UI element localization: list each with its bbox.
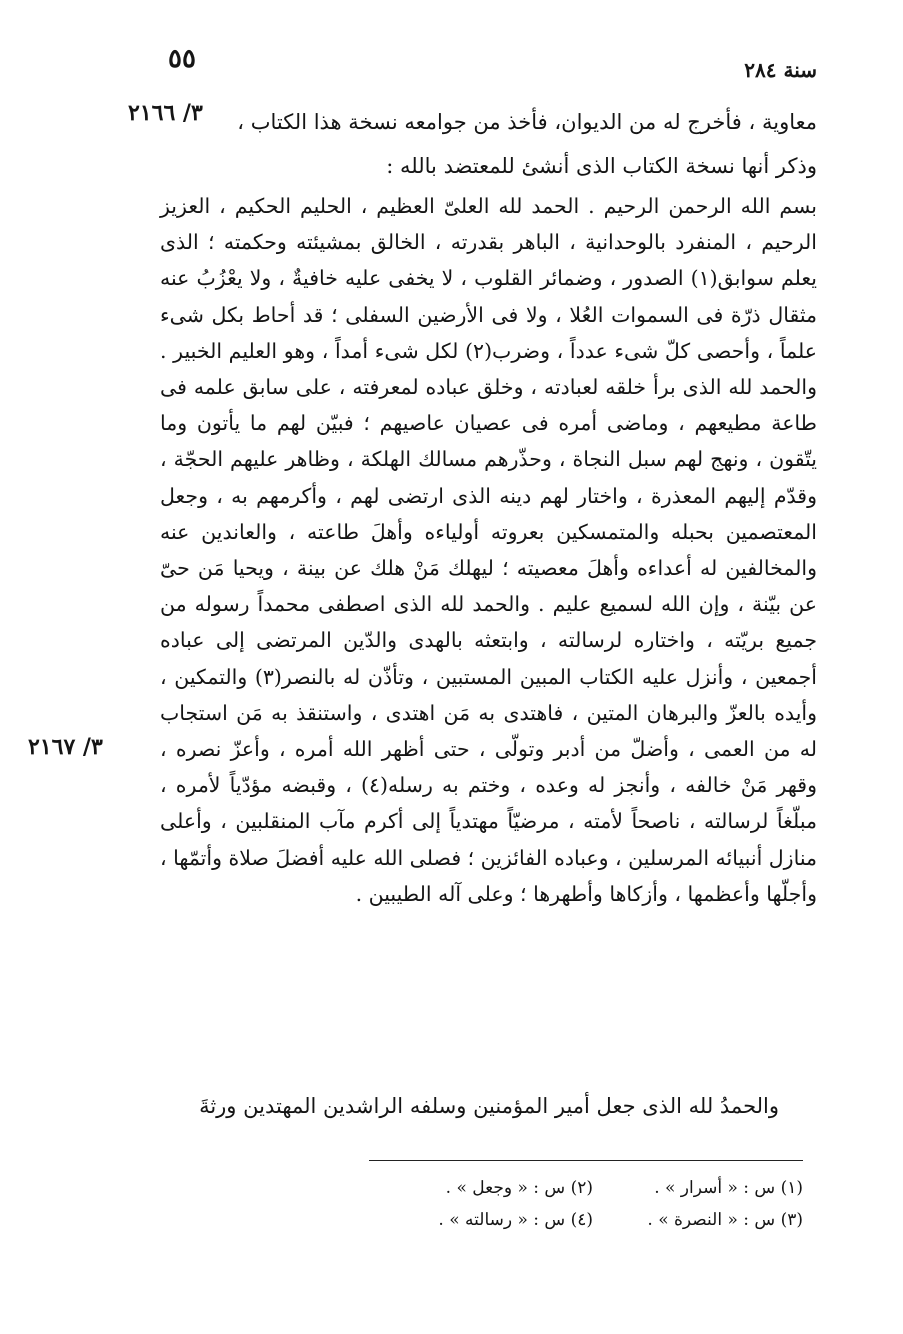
closing-text: والحمدُ لله الذى جعل أمير المؤمنين وسلفه الراشدين المهتدين ورثةَ — [199, 1094, 779, 1118]
footnote-row — [383, 1204, 803, 1236]
footnote: (١) س : « أسرار » . — [654, 1178, 803, 1198]
margin-reference: ٣/ ٢١٦٦ — [128, 100, 203, 126]
footnote: (٢) س : « وجعل » . — [445, 1178, 593, 1198]
page-number: ٥٥ — [168, 44, 196, 74]
letter-body — [160, 188, 817, 912]
intro-line: وذكر أنها نسخة الكتاب الذى أنشئ للمعتضد بالله : — [386, 154, 817, 178]
footnote-row — [383, 1172, 803, 1204]
footnote-divider — [369, 1160, 803, 1161]
intro-paragraph — [112, 100, 817, 188]
intro-line: معاوية ، فأخرج له من الديوان، فأخذ من جوامعه نسخة هذا الكتاب ، — [237, 110, 817, 134]
footnote: (٣) س : « النصرة » . — [647, 1210, 803, 1230]
closing-paragraph — [160, 1088, 817, 1124]
footnotes — [383, 1172, 803, 1236]
letter-text: بسم الله الرحمن الرحيم . الحمد لله العلىّ العظيم ، الحليم الحكيم ، العزيز الرحيم ، المنفرد بالوحدانية ، الباهر بقدرته ، الخالق بمشيئته وحكمته ؛ الذى يعلم سوابق(١) الصدور ، وضمائر القلوب ، لا يخفى عليه خافيةٌ ، ولا يعْزُبُ عنه مثقال ذرّة فى السموات العُلا ، ولا فى الأرضين السفلى ؛ قد أحاط بكل شىء علماً ، وأحصى كلّ شىء عدداً ، وضرب(٢) لكل شىء أمداً ، وهو العليم الخبير . والحمد لله الذى برأ خلقه لعبادته ، وخلق عباده لمعرفته ، على سابق علمه فى طاعة مطيعهم ، وماضى أمره فى عصيان عاصيهم ؛ فبيّن لهم ما يأتون وما يتّقون ، ونهج لهم سبل النجاة ، وحذّرهم مسالك الهلكة ، وظاهر عليهم الحجّة ، وقدّم إليهم المعذرة ، واختار لهم دينه الذى ارتضى لهم ، وأكرمهم به ، وجعل المعتصمين بحبله والمتمسكين بعروته أولياءه وأهلَ طاعته ، والعاندين عنه والمخالفين له أعداءه وأهلَ معصيته ؛ ليهلك مَنْ هلك عن بينة ، ويحيا مَن حىّ عن بيّنة ، وإن الله لسميع عليم . والحمد لله الذى اصطفى محمداً رسوله من جميع بريّته ، واختاره لرسالته ، وابتعثه بالهدى والدّين المرتضى إلى عباده أجمعين ، وأنزل عليه الكتاب المبين المستبين ، وتأذّن له بالنصر(٣) والتمكين ، وأيده بالعزّ والبرهان المتين ، فاهتدى به مَن اهتدى ، واستنقذ به مَن استجاب له من العمى ، وأضلّ من أدبر وتولّى ، حتى أظهر الله أمره ، وأعزّ نصره ، وقهر مَنْ خالفه ، وأنجز له وعده ، وختم به رسله(٤) ، وقبضه مؤدّياً لأمره ، مبلّغاً لرسالته ، ناصحاً لأمته ، مرضيّاً مهتدياً إلى أكرم مآب المنقلبين ، وأعلى منازل أنبيائه المرسلين ، وعباده الفائزين ؛ فصلى الله عليه أفضلَ صلاة وأتمّها ، وأجلّها وأعظمها ، وأزكاها وأطهرها ؛ وعلى آله الطيبين . — [160, 194, 817, 906]
footnote: (٤) س : « رسالته » . — [438, 1210, 593, 1230]
running-header-year: سنة ٢٨٤ — [744, 58, 817, 82]
margin-reference: ٣/ ٢١٦٧ — [28, 734, 103, 760]
